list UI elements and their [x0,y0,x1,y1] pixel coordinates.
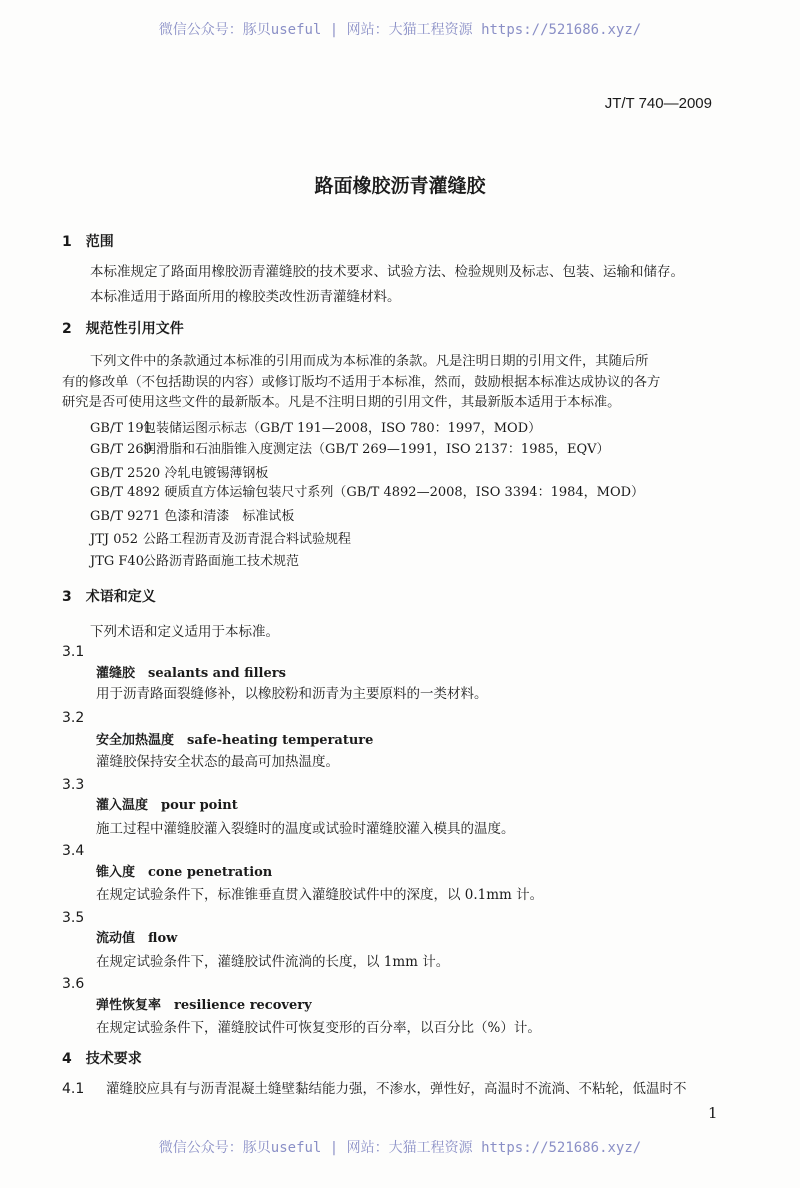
reference-item [90,465,268,483]
term-name: 弹性恢复率 resilience recovery [96,998,312,1013]
term-name: 安全加热温度 safe-heating temperature [96,733,374,748]
reference-item [90,553,299,571]
page-number: 1 [708,1104,718,1122]
paragraph-line: 下列文件中的条款通过本标准的引用而成为本标准的条款。凡是注明日期的引用文件，其随后所 [90,354,649,369]
term-definition: 灌缝胶保持安全状态的最高可加热温度。 [96,754,339,770]
section-4-heading: 4 技术要求 [62,1051,142,1067]
term-definition: 用于沥青路面裂缝修补，以橡胶粉和沥青为主要原料的一类材料。 [96,686,488,702]
reference-code: GB/T 9271 [90,509,161,524]
reference-item [90,508,294,526]
term-number: 3.3 [62,777,85,793]
reference-title: 润滑脂和石油脂锥入度测定法（GB/T 269—1991，ISO 2137：1985，EQV） [143,442,610,457]
term-definition: 施工过程中灌缝胶灌入裂缝时的温度或试验时灌缝胶灌入模具的温度。 [96,821,515,837]
term-definition: 在规定试验条件下，标准锥垂直贯入灌缝胶试件中的深度，以 0.1mm 计。 [96,887,544,903]
term-name: 锥入度 cone penetration [96,865,273,880]
reference-code: JTJ 052 [90,532,139,547]
reference-item [90,484,644,502]
term-name: 流动值 flow [96,931,178,946]
paragraph-line: 研究是否可使用这些文件的最新版本。凡是不注明日期的引用文件，其最新版本适用于本标准。 [62,395,621,410]
term-number: 3.2 [62,710,85,726]
term-number: 3.1 [62,644,85,660]
reference-code: GB/T 4892 [90,485,161,500]
section-3-intro: 下列术语和定义适用于本标准。 [90,624,279,640]
reference-item [90,420,541,438]
reference-code: GB/T 2520 [90,466,161,481]
section-3-heading: 3 术语和定义 [62,589,156,605]
section-1-heading: 1 范围 [62,234,114,250]
clause-text: 灌缝胶应具有与沥青混凝土缝壁黏结能力强，不渗水，弹性好，高温时不流淌、不粘轮，低温时不 [106,1081,687,1097]
term-number: 3.4 [62,843,85,859]
paragraph-line: 本标准规定了路面用橡胶沥青灌缝胶的技术要求、试验方法、检验规则及标志、包装、运输和储存。 [90,264,684,280]
reference-title: 包装储运图示标志（GB/T 191—2008，ISO 780：1997，MOD） [143,421,542,436]
reference-title: 公路沥青路面施工技术规范 [143,554,300,569]
document-title: 路面橡胶沥青灌缝胶 [314,175,486,197]
term-definition: 在规定试验条件下，灌缝胶试件可恢复变形的百分率，以百分比（%）计。 [96,1020,541,1036]
term-number: 3.5 [62,910,85,926]
watermark-top[interactable]: 微信公众号：豚贝useful | 网站：大猫工程资源 https://521686.xyz/ [158,22,642,38]
reference-title: 色漆和清漆 标准试板 [164,509,295,524]
reference-code: GB/T 269 [90,442,152,457]
paragraph-line: 本标准适用于路面所用的橡胶类改性沥青灌缝材料。 [90,289,401,305]
term-name: 灌缝胶 sealants and fillers [96,666,286,681]
reference-title: 冷轧电镀锡薄钢板 [164,466,269,481]
standard-number: JT/T 740—2009 [604,95,712,112]
reference-title: 公路工程沥青及沥青混合料试验规程 [143,532,352,547]
clause-number: 4.1 [62,1081,85,1097]
term-name: 灌入温度 pour point [96,798,238,813]
reference-item [90,441,610,459]
reference-code: GB/T 191 [90,421,152,436]
reference-code: JTG F40 [90,554,144,569]
reference-title: 硬质直方体运输包装尺寸系列（GB/T 4892—2008，ISO 3394：1984，MOD） [164,485,645,500]
paragraph-line: 有的修改单（不包括勘误的内容）或修订版均不适用于本标准，然而，鼓励根据本标准达成协议的各方 [62,375,661,390]
watermark-bottom[interactable]: 微信公众号：豚贝useful | 网站：大猫工程资源 https://521686.xyz/ [158,1140,642,1156]
term-definition: 在规定试验条件下，灌缝胶试件流淌的长度，以 1mm 计。 [96,954,450,970]
term-number: 3.6 [62,976,85,992]
section-2-heading: 2 规范性引用文件 [62,321,184,337]
reference-item [90,531,351,549]
